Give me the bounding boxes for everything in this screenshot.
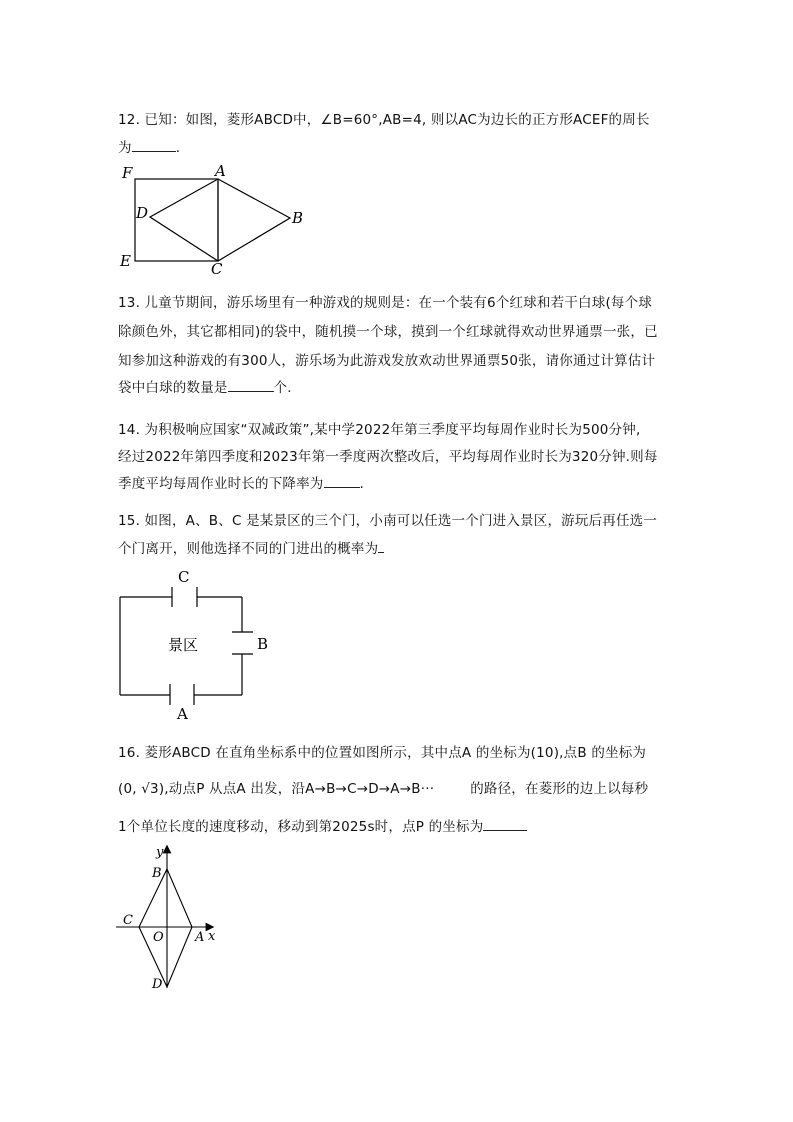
q12-line-2-prefix: 为 — [118, 140, 132, 156]
q16-line-3 — [118, 815, 527, 835]
q12-label-d: D — [136, 204, 149, 222]
q16-line-2-path: (0, √3),动点P 从点A 出发，沿A→B→C→D→A→B··· — [118, 781, 435, 797]
q15-label-b: B — [257, 635, 269, 653]
q12-rhombus-abcd — [150, 179, 290, 261]
q15-figure — [112, 562, 292, 727]
q16-answer-blank[interactable] — [483, 816, 527, 831]
q13-line-3: 知参加这种游戏的有300人，游乐场为此游戏发放欢动世界通票50张，请你通过计算估计 — [118, 353, 656, 369]
q15-label-a: A — [177, 705, 188, 723]
q13-line-2: 除颜色外，其它都相同)的袋中，随机摸一个球，摸到一个红球就得欢动世界通票一张，已 — [118, 324, 658, 340]
q12-line-2 — [118, 136, 180, 156]
q16-line-2 — [118, 777, 648, 797]
q13-line-4-suffix: 个. — [273, 380, 292, 396]
q13-line-4-prefix: 袋中白球的数量是 — [118, 380, 228, 396]
q16-label-d: D — [152, 977, 163, 992]
q12-answer-blank[interactable] — [132, 137, 176, 152]
q12-figure — [112, 160, 312, 280]
q16-figure — [112, 842, 232, 992]
q12-line-2-suffix: . — [175, 140, 181, 156]
q16-label-c: C — [123, 913, 133, 928]
q14-line-2: 经过2022年第四季度和2023年第一季度两次整改后，平均每周作业时长为320分钟.则每 — [118, 449, 658, 465]
q14-line-3 — [118, 472, 364, 492]
q16-line-3-prefix: 1个单位长度的速度移动，移动到第2025s时，点P 的坐标为 — [118, 819, 484, 835]
q16-label-o: O — [153, 930, 164, 945]
q12-label-c: C — [211, 260, 223, 278]
q16-label-x: x — [208, 929, 216, 944]
q16-label-y: y — [156, 845, 164, 860]
q12-label-f: F — [122, 164, 133, 182]
q16-label-a: A — [195, 930, 205, 945]
q12-line-1: 12. 已知：如图，菱形ABCD中，∠B=60°,AB=4, 则以AC为边长的正方形ACEF的周长 — [118, 112, 650, 128]
q16-label-b: B — [152, 866, 162, 881]
q16-line-1: 16. 菱形ABCD 在直角坐标系中的位置如图所示，其中点A 的坐标为(10),点B 的坐标为 — [118, 745, 647, 761]
q15-label-c: C — [178, 568, 190, 586]
q15-line-1: 15. 如图，A、B、C 是某景区的三个门，小南可以任选一个门进入景区，游玩后再任选一 — [118, 513, 658, 529]
q12-label-b: B — [292, 209, 304, 227]
q16-line-2-rest: 的路径，在菱形的边上以每秒 — [470, 781, 649, 797]
q14-line-3-prefix: 季度平均每周作业时长的下降率为 — [118, 476, 324, 492]
q14-line-1: 14. 为积极响应国家“双减政策”,某中学2022年第三季度平均每周作业时长为500分钟, — [118, 422, 641, 438]
q13-line-1: 13. 儿童节期间，游乐场里有一种游戏的规则是：在一个装有6个红球和若干白球(每个球 — [118, 295, 653, 311]
q12-label-a: A — [215, 162, 226, 180]
q13-answer-blank[interactable] — [228, 377, 274, 392]
q12-label-e: E — [120, 252, 131, 270]
q14-answer-blank[interactable] — [324, 473, 360, 488]
q15-line-2-text: 个门离开，则他选择不同的门进出的概率为 — [118, 541, 379, 557]
q14-line-3-suffix: . — [359, 476, 364, 492]
q15-line-2 — [118, 537, 384, 557]
q15-answer-blank[interactable] — [378, 538, 384, 553]
q15-label-scenic-area: 景区 — [168, 636, 199, 654]
q16-rhombus-abcd — [139, 869, 192, 987]
q13-line-4 — [118, 376, 292, 396]
